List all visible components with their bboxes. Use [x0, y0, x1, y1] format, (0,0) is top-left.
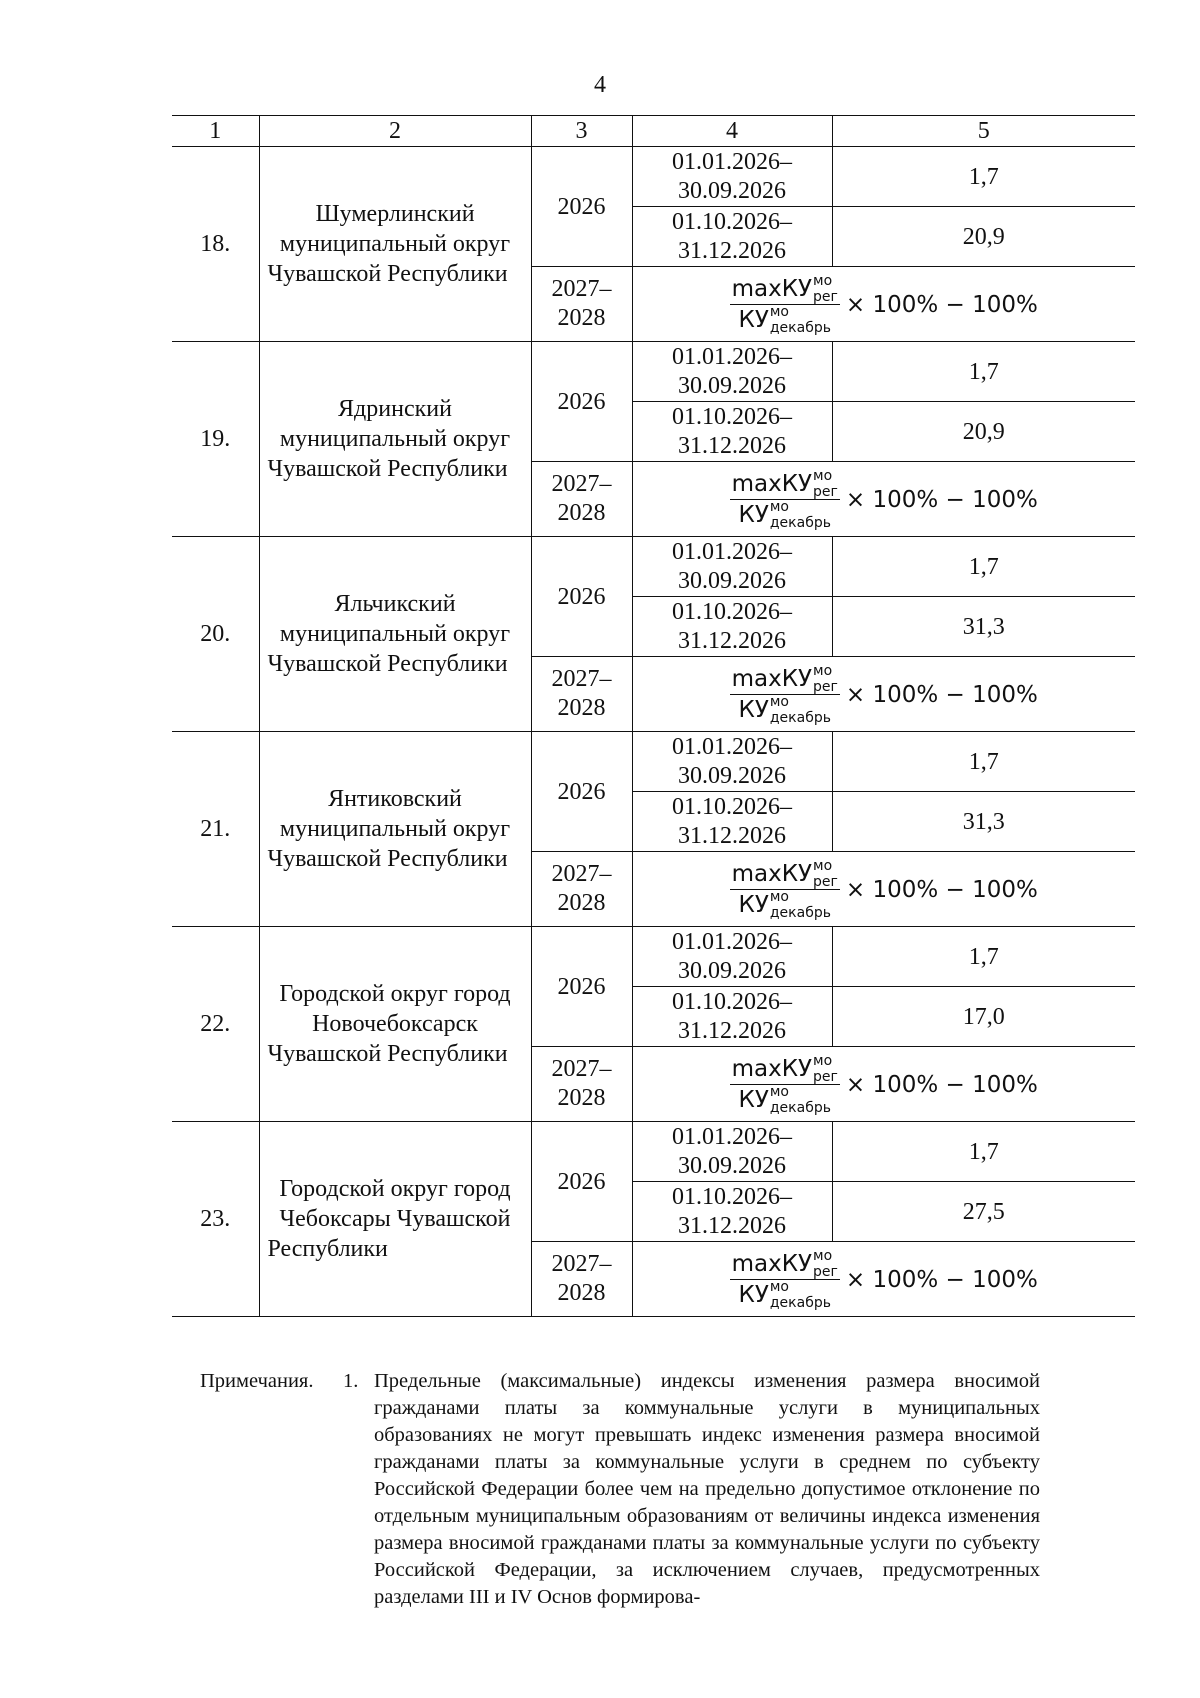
- numerator-subscript: рег: [813, 873, 838, 890]
- index-value: 31,3: [832, 792, 1135, 852]
- period-end: 31.12.2026: [678, 1212, 786, 1239]
- formula-tail: × 100% − 100%: [845, 681, 1038, 708]
- period-cell: [632, 927, 832, 987]
- period-start: 01.10.2026–: [672, 598, 792, 625]
- column-header: 4: [632, 116, 832, 147]
- index-value: 20,9: [832, 402, 1135, 462]
- index-value: 1,7: [832, 927, 1135, 987]
- years-end: 2028: [557, 1280, 606, 1306]
- denominator-superscript: мо: [769, 498, 789, 515]
- column-header: 2: [259, 116, 531, 147]
- table-row: [172, 147, 1135, 207]
- period-end: 31.12.2026: [678, 1017, 786, 1044]
- row-number: 22.: [172, 927, 259, 1122]
- denominator-subscript: декабрь: [769, 319, 831, 336]
- numerator-main: maxКУ: [731, 1251, 813, 1277]
- formula-denominator: [739, 695, 831, 724]
- denominator-superscript: мо: [769, 888, 789, 905]
- period-end: 30.09.2026: [678, 567, 786, 594]
- formula-numerator: [730, 857, 840, 890]
- numerator-superscript: мо: [813, 467, 833, 484]
- denominator-superscript: мо: [769, 1278, 789, 1295]
- index-value: 1,7: [832, 1122, 1135, 1182]
- numerator-superscript: мо: [813, 857, 833, 874]
- formula-numerator: [730, 662, 840, 695]
- table-row: [172, 732, 1135, 792]
- period-start: 01.10.2026–: [672, 403, 792, 430]
- period-end: 30.09.2026: [678, 177, 786, 204]
- numerator-main: maxКУ: [731, 1056, 813, 1082]
- table-row: [172, 1122, 1135, 1182]
- years-cell: [531, 1047, 632, 1122]
- formula-numerator: [730, 1247, 840, 1280]
- years-cell: [531, 267, 632, 342]
- table-body: [172, 147, 1135, 1317]
- formula-cell: [632, 267, 1135, 342]
- period-cell: [632, 537, 832, 597]
- formula-cell: [632, 852, 1135, 927]
- period-start: 01.01.2026–: [672, 538, 792, 565]
- municipality-name: Янтиковский муниципальный округ Чувашской Республики: [259, 732, 531, 927]
- year-cell: 2026: [531, 342, 632, 462]
- numerator-subscript: рег: [813, 678, 838, 695]
- formula-tail: × 100% − 100%: [845, 486, 1038, 513]
- period-end: 30.09.2026: [678, 762, 786, 789]
- denominator-superscript: мо: [769, 1083, 789, 1100]
- page-number: 4: [594, 72, 606, 98]
- index-value: 1,7: [832, 342, 1135, 402]
- denominator-main: КУ: [738, 502, 769, 528]
- row-number: 20.: [172, 537, 259, 732]
- formula-fraction: [730, 1247, 840, 1311]
- formula-cell: [632, 1047, 1135, 1122]
- period-end: 31.12.2026: [678, 237, 786, 264]
- index-formula: [730, 467, 1038, 531]
- index-formula: [730, 1052, 1038, 1116]
- municipality-name: Яльчикский муниципальный округ Чувашской Республики: [259, 537, 531, 732]
- numerator-subscript: рег: [813, 483, 838, 500]
- note-number: 1.: [343, 1370, 359, 1392]
- formula-numerator: [730, 272, 840, 305]
- period-cell: [632, 147, 832, 207]
- period-cell: [632, 342, 832, 402]
- period-end: 31.12.2026: [678, 432, 786, 459]
- table-row: [172, 927, 1135, 987]
- period-cell: [632, 1182, 832, 1242]
- index-formula: [730, 857, 1038, 921]
- denominator-subscript: декабрь: [769, 709, 831, 726]
- formula-tail: × 100% − 100%: [845, 1266, 1038, 1293]
- period-cell: [632, 597, 832, 657]
- period-cell: [632, 792, 832, 852]
- period-end: 31.12.2026: [678, 627, 786, 654]
- formula-denominator: [739, 1280, 831, 1309]
- denominator-superscript: мо: [769, 693, 789, 710]
- formula-tail: × 100% − 100%: [845, 876, 1038, 903]
- denominator-subscript: декабрь: [769, 1099, 831, 1116]
- year-cell: 2026: [531, 147, 632, 267]
- denominator-subscript: декабрь: [769, 904, 831, 921]
- years-end: 2028: [557, 695, 606, 721]
- years-cell: [531, 657, 632, 732]
- row-number: 21.: [172, 732, 259, 927]
- column-header: 5: [832, 116, 1135, 147]
- period-start: 01.10.2026–: [672, 988, 792, 1015]
- index-formula: [730, 272, 1038, 336]
- table-header-row: [172, 116, 1135, 147]
- years-cell: [531, 852, 632, 927]
- numerator-subscript: рег: [813, 1263, 838, 1280]
- index-formula: [730, 662, 1038, 726]
- formula-denominator: [739, 890, 831, 919]
- years-start: 2027–: [551, 861, 612, 887]
- numerator-superscript: мо: [813, 272, 833, 289]
- formula-denominator: [739, 500, 831, 529]
- denominator-main: КУ: [738, 697, 769, 723]
- year-cell: 2026: [531, 537, 632, 657]
- years-end: 2028: [557, 305, 606, 331]
- notes-section: [200, 1368, 1040, 1611]
- formula-numerator: [730, 467, 840, 500]
- denominator-subscript: декабрь: [769, 1294, 831, 1311]
- numerator-subscript: рег: [813, 288, 838, 305]
- period-cell: [632, 987, 832, 1047]
- formula-cell: [632, 657, 1135, 732]
- table-row: [172, 342, 1135, 402]
- numerator-main: maxКУ: [731, 861, 813, 887]
- row-number: 19.: [172, 342, 259, 537]
- period-cell: [632, 732, 832, 792]
- years-cell: [531, 1242, 632, 1317]
- period-start: 01.10.2026–: [672, 208, 792, 235]
- year-cell: 2026: [531, 1122, 632, 1242]
- period-cell: [632, 1122, 832, 1182]
- period-end: 30.09.2026: [678, 372, 786, 399]
- notes-label: Примечания.: [200, 1370, 314, 1392]
- formula-cell: [632, 1242, 1135, 1317]
- index-value: 20,9: [832, 207, 1135, 267]
- formula-fraction: [730, 1052, 840, 1116]
- index-value: 27,5: [832, 1182, 1135, 1242]
- denominator-subscript: декабрь: [769, 514, 831, 531]
- years-start: 2027–: [551, 666, 612, 692]
- numerator-superscript: мо: [813, 1052, 833, 1069]
- years-start: 2027–: [551, 276, 612, 302]
- formula-tail: × 100% − 100%: [845, 1071, 1038, 1098]
- denominator-main: КУ: [738, 892, 769, 918]
- formula-numerator: [730, 1052, 840, 1085]
- denominator-main: КУ: [738, 1087, 769, 1113]
- formula-cell: [632, 462, 1135, 537]
- years-end: 2028: [557, 1085, 606, 1111]
- municipality-name: Городской округ город Чебоксары Чувашской Республики: [259, 1122, 531, 1317]
- numerator-main: maxКУ: [731, 666, 813, 692]
- period-start: 01.01.2026–: [672, 148, 792, 175]
- numerator-superscript: мо: [813, 662, 833, 679]
- formula-fraction: [730, 857, 840, 921]
- index-value: 1,7: [832, 147, 1135, 207]
- formula-fraction: [730, 272, 840, 336]
- denominator-main: КУ: [738, 1282, 769, 1308]
- municipality-name: Шумерлинский муниципальный округ Чувашской Республики: [259, 147, 531, 342]
- numerator-subscript: рег: [813, 1068, 838, 1085]
- index-value: 1,7: [832, 732, 1135, 792]
- numerator-superscript: мо: [813, 1247, 833, 1264]
- years-start: 2027–: [551, 1056, 612, 1082]
- year-cell: 2026: [531, 927, 632, 1047]
- row-number: 18.: [172, 147, 259, 342]
- note-text: Предельные (максимальные) индексы изменения размера вносимой гражданами платы за коммунальные услуги в муниципальных образованиях не могут превышать индекс изменения размера вносимой гражданами платы за коммунальные услуги в среднем по субъекту Российской Федерации более чем на предельно допустимое отклонение по отдельным муниципальным образованиям от величины индекса изменения размера вносимой гражданами платы за коммунальные услуги по субъекту Российской Федерации, за исключением случаев, предусмотренных разделами III и IV Основ формирова-: [374, 1370, 1040, 1608]
- column-header: 1: [172, 116, 259, 147]
- table-row: [172, 537, 1135, 597]
- period-end: 31.12.2026: [678, 822, 786, 849]
- period-start: 01.01.2026–: [672, 928, 792, 955]
- period-cell: [632, 207, 832, 267]
- years-start: 2027–: [551, 1251, 612, 1277]
- numerator-main: maxКУ: [731, 276, 813, 302]
- municipality-name: Ядринский муниципальный округ Чувашской Республики: [259, 342, 531, 537]
- index-value: 31,3: [832, 597, 1135, 657]
- column-header: 3: [531, 116, 632, 147]
- index-formula: [730, 1247, 1038, 1311]
- municipality-name: Городской округ город Новочебоксарск Чувашской Республики: [259, 927, 531, 1122]
- row-number: 23.: [172, 1122, 259, 1317]
- period-end: 30.09.2026: [678, 957, 786, 984]
- period-end: 30.09.2026: [678, 1152, 786, 1179]
- formula-denominator: [739, 1085, 831, 1114]
- formula-denominator: [739, 305, 831, 334]
- formula-fraction: [730, 467, 840, 531]
- period-start: 01.10.2026–: [672, 1183, 792, 1210]
- years-cell: [531, 462, 632, 537]
- denominator-superscript: мо: [769, 303, 789, 320]
- years-start: 2027–: [551, 471, 612, 497]
- index-value: 1,7: [832, 537, 1135, 597]
- numerator-main: maxКУ: [731, 471, 813, 497]
- period-start: 01.01.2026–: [672, 1123, 792, 1150]
- period-start: 01.10.2026–: [672, 793, 792, 820]
- denominator-main: КУ: [738, 307, 769, 333]
- index-value: 17,0: [832, 987, 1135, 1047]
- period-start: 01.01.2026–: [672, 733, 792, 760]
- period-cell: [632, 402, 832, 462]
- tariff-index-table: [172, 115, 1135, 1317]
- formula-fraction: [730, 662, 840, 726]
- year-cell: 2026: [531, 732, 632, 852]
- years-end: 2028: [557, 890, 606, 916]
- period-start: 01.01.2026–: [672, 343, 792, 370]
- formula-tail: × 100% − 100%: [845, 291, 1038, 318]
- years-end: 2028: [557, 500, 606, 526]
